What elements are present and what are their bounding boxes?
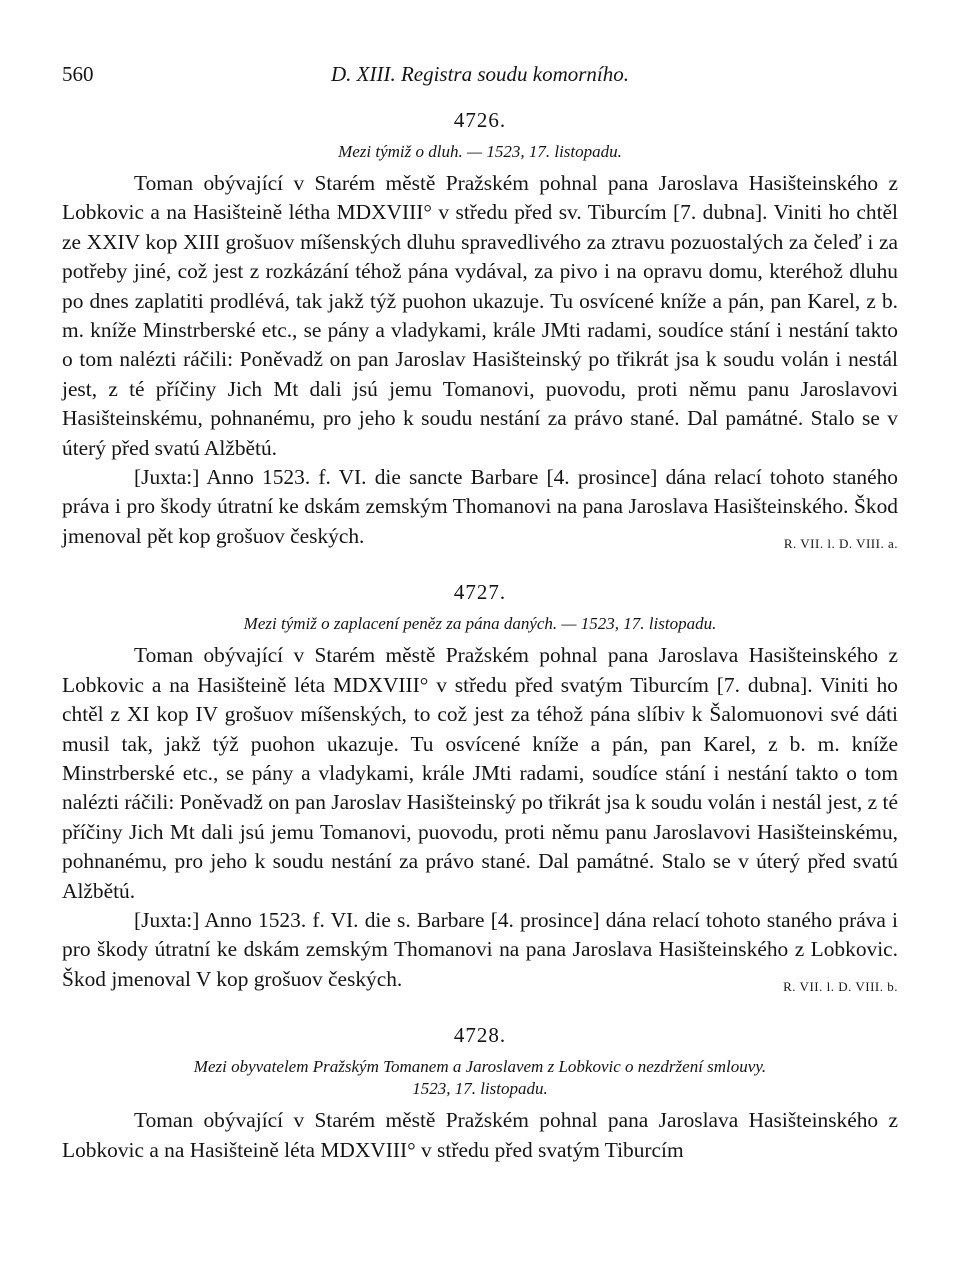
entry-paragraph: Toman obývající v Starém městě Pražském pohnal pana Jaroslava Hasišteinského z Lobkovic a na Hasišteině létha MDXVIII° v středu před sv. Tiburcím [7. dubna]. Viniti ho chtěl ze XXIV kop XIII grošuov míšenských dluhu spravedlivého za ztravu pozuostalých za čeleď i za potřeby jiné, což jest z rozkázání téhož pána vydával, za pivo i na opravu domu, kteréhož dluhu po dnes zaplatiti prodlévá, tak jakž týž puohon ukazuje. Tu osvícené kníže a pán, pan Karel, z b. m. kníže Minstrberské etc., se pány a vladykami, krále JMti radami, soudíce stání i nestání takto o tom nalézti ráčili: Poněvadž on pan Jaroslav Hasišteinský po třikrát jsa k soudu volán i nestál jest, z té příčiny Jich Mt dali jsú jemu Tomanovi, puovodu, proti němu panu Jaroslavovi Hasišteinskému, pohnanému, pro jeho k soudu nestání za právo stané. Dal památné. Stalo se v úterý před svatú Alžbětú. [62,171,898,460]
running-title: D. XIII. Registra soudu komorního. [330,62,630,86]
entry-heading [62,1056,898,1100]
entry-paragraph-text: [Juxta:] Anno 1523. f. VI. die sancte Barbare [4. prosince] dána relací tohoto staného práva i pro škody útratní ke dskám zemským Thomanovi na pana Jaroslava Hasišteinského. Škod jmenoval pět kop grošuov českých. [62,465,898,548]
entry-paragraph: Toman obývající v Starém městě Pražském pohnal pana Jaroslava Hasišteinského z Lobkovic a na Hasišteině léta MDXVIII° v středu před svatým Tiburcím [62,1108,898,1162]
entry-heading [62,141,898,163]
entry-paragraph-text: [Juxta:] Anno 1523. f. VI. die s. Barbare [4. prosince] dána relací tohoto staného práva i pro škody útratní ke dskám zemským Thomanovi na pana Jaroslava Hasišteinského z Lobkovic. Škod jmenoval V kop grošuov českých. [62,907,898,991]
entry-number: 4727. [453,580,507,605]
page-number: 560 [62,62,94,86]
entry-signature: R. VII. l. D. VIII. b. [783,978,898,994]
entry-paragraph: Toman obývající v Starém městě Pražském pohnal pana Jaroslava Hasišteinského z Lobkovic a na Hasišteině léta MDXVIII° v středu před svatým Tiburcím [7. dubna]. Viniti ho chtěl z XI kop IV grošuov míšenských, to což jest za téhož pána slíbiv k Šalomuonovi své dáti musil tak, jakž týž puohon ukazuje. Tu osvícené kníže a pán, pan Karel, z b. m. kníže Minstrberské etc., se pány a vladykami, krále JMti radami, soudíce stání i nestání takto o tom nalézti ráčili: Poněvadž on pan Jaroslav Hasišteinský po třikrát jsa k soudu volán i nestál jest, z té příčiny Jich Mt dali jsú jemu Tomanovi, puovodu, proti němu panu Jaroslavovi Hasišteinskému, pohnanému, pro jeho k soudu nestání za právo stané. Dal památné. Stalo se v úterý před svatú Alžbětú. [62,643,898,903]
document-page [62,62,898,1165]
entry-heading [62,613,898,635]
entry-heading-line: Mezi obyvatelem Pražským Tomanem a Jaroslavem z Lobkovic o nezdržení smlouvy. [193,1057,767,1077]
entry-4726 [62,108,898,558]
entry-4728 [62,1023,898,1165]
entry-4727 [62,580,898,1001]
entry-number: 4726. [453,108,507,132]
entry-heading-line: 1523, 17. listopadu. [412,1079,548,1099]
entry-heading-line: Mezi týmiž o zaplacení peněz za pána daných. — 1523, 17. listopadu. [243,614,717,634]
entry-heading-line: Mezi týmiž o dluh. — 1523, 17. listopadu. [338,142,622,161]
entry-number: 4728. [453,1023,507,1048]
entry-paragraph [62,463,898,551]
running-head [62,62,898,94]
entry-signature: R. VII. l. D. VIII. a. [783,535,898,551]
entry-paragraph [62,906,898,994]
